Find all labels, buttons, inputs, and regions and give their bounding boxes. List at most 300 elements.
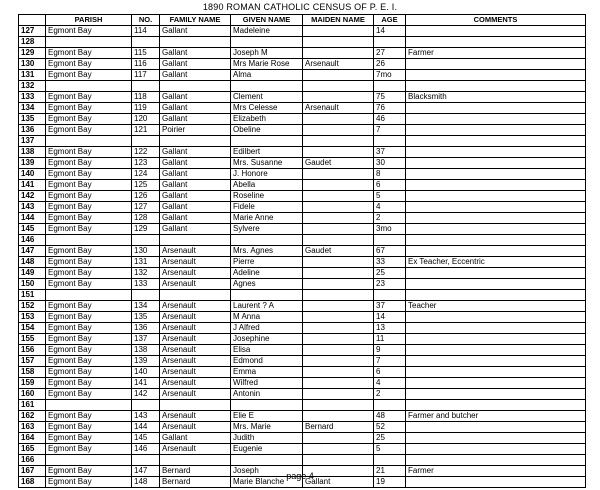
cell-family-name: Bernard [160, 466, 231, 477]
cell-row-number: 164 [19, 433, 46, 444]
cell-maiden-name [303, 169, 374, 180]
cell-comments [406, 158, 586, 169]
cell-comments [406, 378, 586, 389]
cell-maiden-name [303, 455, 374, 466]
table-row [19, 268, 586, 279]
column-header-parish: PARISH [46, 15, 132, 26]
column-header-comments: COMMENTS [406, 15, 586, 26]
cell-parish: Egmont Bay [46, 26, 132, 37]
cell-given-name: J Alfred [231, 323, 303, 334]
cell-age: 6 [374, 367, 406, 378]
cell-given-name [231, 455, 303, 466]
cell-row-number: 159 [19, 378, 46, 389]
cell-comments [406, 268, 586, 279]
cell-age: 14 [374, 312, 406, 323]
cell-given-name: Marie Blanche [231, 477, 303, 488]
cell-row-number: 163 [19, 422, 46, 433]
cell-maiden-name: Bernard [303, 422, 374, 433]
cell-parish: Egmont Bay [46, 334, 132, 345]
table-row [19, 301, 586, 312]
cell-age [374, 455, 406, 466]
cell-age: 37 [374, 147, 406, 158]
cell-row-number: 148 [19, 257, 46, 268]
cell-family-name: Bernard [160, 477, 231, 488]
table-row [19, 114, 586, 125]
cell-family-number: 127 [132, 202, 160, 213]
cell-row-number: 134 [19, 103, 46, 114]
cell-given-name: Wilfred [231, 378, 303, 389]
table-row [19, 191, 586, 202]
cell-comments [406, 389, 586, 400]
cell-parish: Egmont Bay [46, 312, 132, 323]
cell-family-number: 134 [132, 301, 160, 312]
cell-family-name: Arsenault [160, 389, 231, 400]
cell-maiden-name [303, 400, 374, 411]
table-row [19, 169, 586, 180]
cell-maiden-name [303, 257, 374, 268]
cell-comments [406, 37, 586, 48]
cell-comments [406, 444, 586, 455]
cell-parish: Egmont Bay [46, 48, 132, 59]
column-header-age: AGE [374, 15, 406, 26]
table-row [19, 213, 586, 224]
census-table-body [19, 26, 586, 488]
table-row [19, 180, 586, 191]
cell-family-name [160, 37, 231, 48]
cell-family-name: Gallant [160, 70, 231, 81]
cell-family-name: Gallant [160, 224, 231, 235]
cell-row-number: 127 [19, 26, 46, 37]
cell-family-number: 128 [132, 213, 160, 224]
cell-age: 4 [374, 378, 406, 389]
cell-given-name: J. Honore [231, 169, 303, 180]
cell-family-number: 143 [132, 411, 160, 422]
cell-comments [406, 169, 586, 180]
cell-family-name: Gallant [160, 433, 231, 444]
cell-age: 37 [374, 301, 406, 312]
table-row [19, 433, 586, 444]
cell-comments [406, 224, 586, 235]
cell-row-number: 138 [19, 147, 46, 158]
table-row [19, 92, 586, 103]
cell-given-name: Adeline [231, 268, 303, 279]
cell-row-number: 158 [19, 367, 46, 378]
cell-parish: Egmont Bay [46, 103, 132, 114]
cell-maiden-name [303, 114, 374, 125]
cell-given-name: Mrs. Agnes [231, 246, 303, 257]
cell-family-name: Arsenault [160, 411, 231, 422]
cell-parish [46, 37, 132, 48]
cell-parish: Egmont Bay [46, 477, 132, 488]
cell-family-number: 121 [132, 125, 160, 136]
cell-parish: Egmont Bay [46, 147, 132, 158]
cell-parish: Egmont Bay [46, 466, 132, 477]
cell-row-number: 151 [19, 290, 46, 301]
cell-age: 2 [374, 213, 406, 224]
cell-comments [406, 422, 586, 433]
cell-maiden-name [303, 356, 374, 367]
cell-maiden-name [303, 290, 374, 301]
cell-maiden-name [303, 301, 374, 312]
cell-family-name: Gallant [160, 202, 231, 213]
cell-age: 76 [374, 103, 406, 114]
cell-parish: Egmont Bay [46, 433, 132, 444]
cell-comments: Blacksmith [406, 92, 586, 103]
cell-given-name: Abella [231, 180, 303, 191]
cell-age: 4 [374, 202, 406, 213]
cell-parish: Egmont Bay [46, 180, 132, 191]
cell-comments [406, 433, 586, 444]
cell-parish: Egmont Bay [46, 268, 132, 279]
cell-age: 21 [374, 466, 406, 477]
cell-row-number: 142 [19, 191, 46, 202]
cell-parish: Egmont Bay [46, 389, 132, 400]
cell-family-number: 131 [132, 257, 160, 268]
cell-comments [406, 114, 586, 125]
cell-family-name: Gallant [160, 48, 231, 59]
cell-row-number: 141 [19, 180, 46, 191]
cell-parish: Egmont Bay [46, 257, 132, 268]
cell-parish: Egmont Bay [46, 70, 132, 81]
cell-row-number: 154 [19, 323, 46, 334]
table-row [19, 136, 586, 147]
cell-parish: Egmont Bay [46, 444, 132, 455]
cell-maiden-name [303, 444, 374, 455]
table-row [19, 444, 586, 455]
cell-parish [46, 455, 132, 466]
cell-age [374, 290, 406, 301]
cell-maiden-name: Arsenault [303, 59, 374, 70]
cell-family-name: Arsenault [160, 345, 231, 356]
cell-family-number [132, 400, 160, 411]
cell-maiden-name [303, 389, 374, 400]
cell-given-name: Eugenie [231, 444, 303, 455]
cell-row-number: 168 [19, 477, 46, 488]
table-row [19, 312, 586, 323]
cell-row-number: 153 [19, 312, 46, 323]
cell-age: 13 [374, 323, 406, 334]
cell-row-number: 140 [19, 169, 46, 180]
cell-family-name: Arsenault [160, 334, 231, 345]
cell-age: 67 [374, 246, 406, 257]
table-row [19, 334, 586, 345]
cell-comments: Teacher [406, 301, 586, 312]
cell-given-name: M Anna [231, 312, 303, 323]
cell-family-name [160, 290, 231, 301]
cell-maiden-name [303, 26, 374, 37]
cell-row-number: 137 [19, 136, 46, 147]
cell-family-name: Arsenault [160, 301, 231, 312]
cell-maiden-name [303, 268, 374, 279]
cell-age: 52 [374, 422, 406, 433]
cell-comments: Farmer [406, 48, 586, 59]
cell-parish [46, 235, 132, 246]
cell-comments [406, 279, 586, 290]
cell-age: 33 [374, 257, 406, 268]
cell-family-name: Arsenault [160, 367, 231, 378]
cell-row-number: 133 [19, 92, 46, 103]
cell-given-name: Elie E [231, 411, 303, 422]
cell-parish: Egmont Bay [46, 345, 132, 356]
cell-age [374, 37, 406, 48]
cell-family-name [160, 81, 231, 92]
cell-age: 8 [374, 169, 406, 180]
cell-family-number: 141 [132, 378, 160, 389]
cell-comments [406, 70, 586, 81]
cell-age: 11 [374, 334, 406, 345]
cell-family-number [132, 136, 160, 147]
cell-maiden-name [303, 312, 374, 323]
cell-row-number: 152 [19, 301, 46, 312]
cell-age [374, 235, 406, 246]
cell-age: 19 [374, 477, 406, 488]
cell-age: 7 [374, 125, 406, 136]
cell-comments [406, 125, 586, 136]
table-row [19, 323, 586, 334]
cell-comments [406, 455, 586, 466]
cell-comments: Farmer and butcher [406, 411, 586, 422]
table-row [19, 422, 586, 433]
cell-row-number: 132 [19, 81, 46, 92]
cell-parish [46, 290, 132, 301]
cell-row-number: 128 [19, 37, 46, 48]
cell-given-name: Roseline [231, 191, 303, 202]
cell-comments [406, 312, 586, 323]
cell-parish: Egmont Bay [46, 279, 132, 290]
cell-family-number: 138 [132, 345, 160, 356]
cell-age: 9 [374, 345, 406, 356]
cell-row-number: 165 [19, 444, 46, 455]
cell-family-name: Arsenault [160, 279, 231, 290]
cell-given-name: Sylvere [231, 224, 303, 235]
cell-maiden-name [303, 136, 374, 147]
cell-family-name [160, 136, 231, 147]
cell-comments [406, 81, 586, 92]
cell-maiden-name [303, 235, 374, 246]
cell-comments [406, 367, 586, 378]
cell-maiden-name: Gallant [303, 477, 374, 488]
cell-family-name: Poirier [160, 125, 231, 136]
cell-maiden-name [303, 224, 374, 235]
cell-maiden-name [303, 213, 374, 224]
cell-given-name: Laurent ? A [231, 301, 303, 312]
cell-age: 23 [374, 279, 406, 290]
cell-age: 25 [374, 268, 406, 279]
cell-given-name: Madeleine [231, 26, 303, 37]
cell-parish: Egmont Bay [46, 422, 132, 433]
cell-family-name: Gallant [160, 103, 231, 114]
cell-family-name: Gallant [160, 114, 231, 125]
table-row [19, 147, 586, 158]
cell-age: 25 [374, 433, 406, 444]
cell-given-name: Antonin [231, 389, 303, 400]
table-row [19, 378, 586, 389]
cell-parish: Egmont Bay [46, 92, 132, 103]
cell-family-name: Gallant [160, 191, 231, 202]
cell-maiden-name [303, 48, 374, 59]
table-row [19, 389, 586, 400]
cell-family-number: 117 [132, 70, 160, 81]
cell-family-number: 140 [132, 367, 160, 378]
cell-given-name: Marie Anne [231, 213, 303, 224]
cell-maiden-name [303, 279, 374, 290]
cell-given-name [231, 400, 303, 411]
cell-family-number [132, 290, 160, 301]
table-row [19, 367, 586, 378]
cell-parish: Egmont Bay [46, 411, 132, 422]
cell-parish [46, 81, 132, 92]
cell-family-name: Arsenault [160, 268, 231, 279]
cell-comments [406, 334, 586, 345]
cell-age: 6 [374, 180, 406, 191]
cell-comments [406, 400, 586, 411]
cell-comments [406, 191, 586, 202]
cell-maiden-name [303, 191, 374, 202]
cell-given-name: Joseph M [231, 48, 303, 59]
cell-family-number: 129 [132, 224, 160, 235]
table-row [19, 455, 586, 466]
cell-given-name: Agnes [231, 279, 303, 290]
cell-family-number: 145 [132, 433, 160, 444]
table-row [19, 411, 586, 422]
cell-family-name: Arsenault [160, 246, 231, 257]
cell-comments: Ex Teacher, Eccentric [406, 257, 586, 268]
cell-family-number: 118 [132, 92, 160, 103]
cell-parish: Egmont Bay [46, 323, 132, 334]
cell-maiden-name [303, 411, 374, 422]
cell-row-number: 149 [19, 268, 46, 279]
cell-row-number: 167 [19, 466, 46, 477]
table-row [19, 235, 586, 246]
cell-family-name: Gallant [160, 158, 231, 169]
cell-family-name: Gallant [160, 92, 231, 103]
cell-comments: Farmer [406, 466, 586, 477]
cell-given-name: Emma [231, 367, 303, 378]
cell-given-name: Alma [231, 70, 303, 81]
table-row [19, 37, 586, 48]
table-header-row [19, 15, 586, 26]
cell-given-name: Obeline [231, 125, 303, 136]
cell-row-number: 162 [19, 411, 46, 422]
cell-parish: Egmont Bay [46, 59, 132, 70]
cell-given-name: Clement [231, 92, 303, 103]
cell-comments [406, 246, 586, 257]
cell-parish: Egmont Bay [46, 301, 132, 312]
cell-family-name: Arsenault [160, 444, 231, 455]
cell-age: 7mo [374, 70, 406, 81]
cell-family-name: Arsenault [160, 312, 231, 323]
cell-row-number: 139 [19, 158, 46, 169]
table-row [19, 400, 586, 411]
cell-age [374, 400, 406, 411]
cell-row-number: 147 [19, 246, 46, 257]
cell-parish: Egmont Bay [46, 246, 132, 257]
cell-comments [406, 136, 586, 147]
cell-row-number: 145 [19, 224, 46, 235]
cell-parish: Egmont Bay [46, 367, 132, 378]
cell-family-number: 137 [132, 334, 160, 345]
cell-parish [46, 400, 132, 411]
cell-given-name: Mrs Marie Rose [231, 59, 303, 70]
column-header-no: NO. [132, 15, 160, 26]
cell-age: 48 [374, 411, 406, 422]
cell-parish: Egmont Bay [46, 356, 132, 367]
table-row [19, 26, 586, 37]
cell-age: 14 [374, 26, 406, 37]
cell-row-number: 144 [19, 213, 46, 224]
cell-given-name: Pierre [231, 257, 303, 268]
cell-row-number: 157 [19, 356, 46, 367]
cell-family-number: 123 [132, 158, 160, 169]
cell-row-number: 146 [19, 235, 46, 246]
cell-family-name: Gallant [160, 213, 231, 224]
table-row [19, 345, 586, 356]
cell-family-name [160, 400, 231, 411]
cell-family-number: 135 [132, 312, 160, 323]
cell-family-number: 130 [132, 246, 160, 257]
column-header-given-name: GIVEN NAME [231, 15, 303, 26]
cell-family-number: 115 [132, 48, 160, 59]
table-row [19, 279, 586, 290]
cell-comments [406, 202, 586, 213]
cell-family-name: Gallant [160, 169, 231, 180]
cell-maiden-name [303, 367, 374, 378]
column-header-row-number [19, 15, 46, 26]
cell-comments [406, 147, 586, 158]
cell-given-name [231, 81, 303, 92]
cell-comments [406, 26, 586, 37]
cell-maiden-name [303, 92, 374, 103]
cell-given-name: Elizabeth [231, 114, 303, 125]
cell-row-number: 130 [19, 59, 46, 70]
cell-family-number: 146 [132, 444, 160, 455]
cell-family-number: 144 [132, 422, 160, 433]
cell-parish: Egmont Bay [46, 158, 132, 169]
cell-parish: Egmont Bay [46, 378, 132, 389]
cell-maiden-name [303, 345, 374, 356]
cell-family-number: 120 [132, 114, 160, 125]
cell-given-name: Josephine [231, 334, 303, 345]
cell-row-number: 155 [19, 334, 46, 345]
cell-family-number [132, 235, 160, 246]
cell-age: 5 [374, 191, 406, 202]
table-row [19, 125, 586, 136]
cell-maiden-name: Gaudet [303, 158, 374, 169]
cell-age [374, 81, 406, 92]
cell-age: 30 [374, 158, 406, 169]
cell-family-name: Gallant [160, 180, 231, 191]
cell-maiden-name: Gaudet [303, 246, 374, 257]
cell-parish [46, 136, 132, 147]
cell-given-name: Mrs Celesse [231, 103, 303, 114]
cell-row-number: 129 [19, 48, 46, 59]
table-row [19, 356, 586, 367]
cell-family-number [132, 81, 160, 92]
cell-given-name: Mrs. Marie [231, 422, 303, 433]
cell-row-number: 136 [19, 125, 46, 136]
table-row [19, 59, 586, 70]
cell-age: 26 [374, 59, 406, 70]
cell-given-name [231, 136, 303, 147]
cell-maiden-name [303, 378, 374, 389]
cell-age: 2 [374, 389, 406, 400]
cell-family-number: 114 [132, 26, 160, 37]
cell-family-number: 126 [132, 191, 160, 202]
table-row [19, 70, 586, 81]
cell-given-name: Edmond [231, 356, 303, 367]
cell-family-number: 142 [132, 389, 160, 400]
cell-maiden-name [303, 125, 374, 136]
